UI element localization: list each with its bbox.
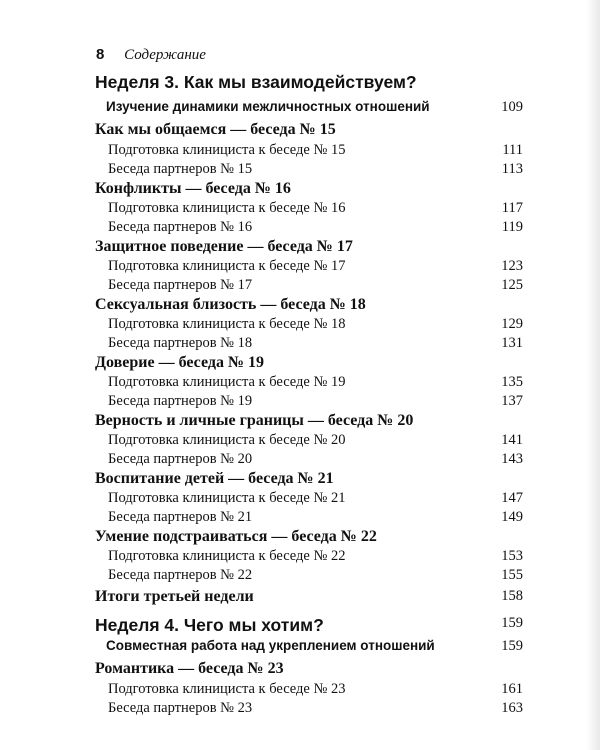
toc-week-subtitle <box>0 99 600 121</box>
toc-entry-page: 125 <box>501 277 523 293</box>
toc-entry-title: Подготовка клинициста к беседе № 16 <box>108 200 346 216</box>
toc-entry-title: Воспитание детей — беседа № 21 <box>95 470 334 487</box>
toc-entry-title: Подготовка клинициста к беседе № 17 <box>108 258 346 274</box>
toc-entry-page: 161 <box>501 681 523 697</box>
toc-week-subtitle <box>0 638 600 660</box>
toc-section <box>0 528 600 550</box>
toc-entry-title: Беседа партнеров № 18 <box>108 335 253 351</box>
toc-entry-page: 111 <box>502 142 523 158</box>
toc-entry-title: Беседа партнеров № 22 <box>108 567 253 583</box>
toc-entry-title: Сексуальная близость — беседа № 18 <box>95 296 366 313</box>
toc-entry-page: 141 <box>501 432 523 448</box>
toc-section <box>0 354 600 376</box>
toc-entry-page: 129 <box>501 316 523 332</box>
toc-entry-page: 159 <box>501 615 523 631</box>
toc-section <box>0 660 600 682</box>
toc-section <box>0 180 600 202</box>
toc-entry-page: 109 <box>501 99 523 115</box>
toc-section <box>0 588 600 610</box>
toc-week-heading <box>0 615 600 637</box>
toc-entry-page: 158 <box>501 588 523 604</box>
toc-entry-title: Доверие — беседа № 19 <box>95 354 265 371</box>
toc-entry-title: Неделя 4. Чего мы хотим? <box>95 615 324 635</box>
toc-entry-page: 153 <box>501 548 523 564</box>
running-title: Содержание <box>124 47 206 63</box>
toc-entry-title: Беседа партнеров № 15 <box>108 161 253 177</box>
page-number: 8 <box>96 46 105 63</box>
toc-section <box>0 296 600 318</box>
toc-entry-title: Итоги третьей недели <box>95 588 254 605</box>
toc-entry-title: Совместная работа над укреплением отношений <box>106 638 435 653</box>
toc-entry-title: Подготовка клинициста к беседе № 15 <box>108 142 346 158</box>
toc-entry-page: 163 <box>501 700 523 716</box>
toc-entry-title: Конфликты — беседа № 16 <box>95 180 291 197</box>
toc-entry-title: Беседа партнеров № 20 <box>108 451 253 467</box>
running-header <box>96 46 206 64</box>
toc-entry-page: 117 <box>501 200 523 216</box>
toc-entry-title: Беседа партнеров № 23 <box>108 700 253 716</box>
toc-entry-title: Беседа партнеров № 19 <box>108 393 253 409</box>
toc-entry-page: 143 <box>501 451 523 467</box>
toc-entry-title: Защитное поведение — беседа № 17 <box>95 238 353 255</box>
toc-entry-title: Романтика — беседа № 23 <box>95 660 284 677</box>
toc-section <box>0 121 600 143</box>
toc-entry-title: Умение подстраиваться — беседа № 22 <box>95 528 377 545</box>
toc-week-heading <box>0 72 600 94</box>
toc-entry-title: Подготовка клинициста к беседе № 21 <box>108 490 346 506</box>
toc-entry-title: Беседа партнеров № 16 <box>108 219 253 235</box>
toc-entry-page: 119 <box>501 219 523 235</box>
toc-section <box>0 412 600 434</box>
toc-entry-title: Как мы общаемся — беседа № 15 <box>95 121 336 138</box>
toc-item <box>0 700 600 722</box>
toc-entry-page: 155 <box>501 567 523 583</box>
toc-entry-page: 149 <box>501 509 523 525</box>
toc-entry-page: 137 <box>501 393 523 409</box>
toc-entry-title: Беседа партнеров № 21 <box>108 509 253 525</box>
toc-section <box>0 238 600 260</box>
toc-entry-title: Подготовка клинициста к беседе № 22 <box>108 548 346 564</box>
toc-entry-title: Подготовка клинициста к беседе № 18 <box>108 316 346 332</box>
toc-entry-title: Верность и личные границы — беседа № 20 <box>95 412 414 429</box>
toc-entry-page: 113 <box>501 161 523 177</box>
toc-entry-page: 123 <box>501 258 523 274</box>
toc-entry-title: Подготовка клинициста к беседе № 20 <box>108 432 346 448</box>
toc-entry-title: Подготовка клинициста к беседе № 19 <box>108 374 346 390</box>
toc-entry-title: Изучение динамики межличностных отношений <box>106 99 430 114</box>
toc-entry-title: Неделя 3. Как мы взаимодействуем? <box>95 72 417 92</box>
toc-entry-page: 135 <box>501 374 523 390</box>
toc-item <box>0 567 600 589</box>
toc-entry-page: 131 <box>501 335 523 351</box>
toc-entry-title: Подготовка клинициста к беседе № 23 <box>108 681 346 697</box>
toc-section <box>0 470 600 492</box>
toc-entry-title: Беседа партнеров № 17 <box>108 277 253 293</box>
toc-entry-page: 159 <box>501 638 523 654</box>
toc-entry-page: 147 <box>501 490 523 506</box>
